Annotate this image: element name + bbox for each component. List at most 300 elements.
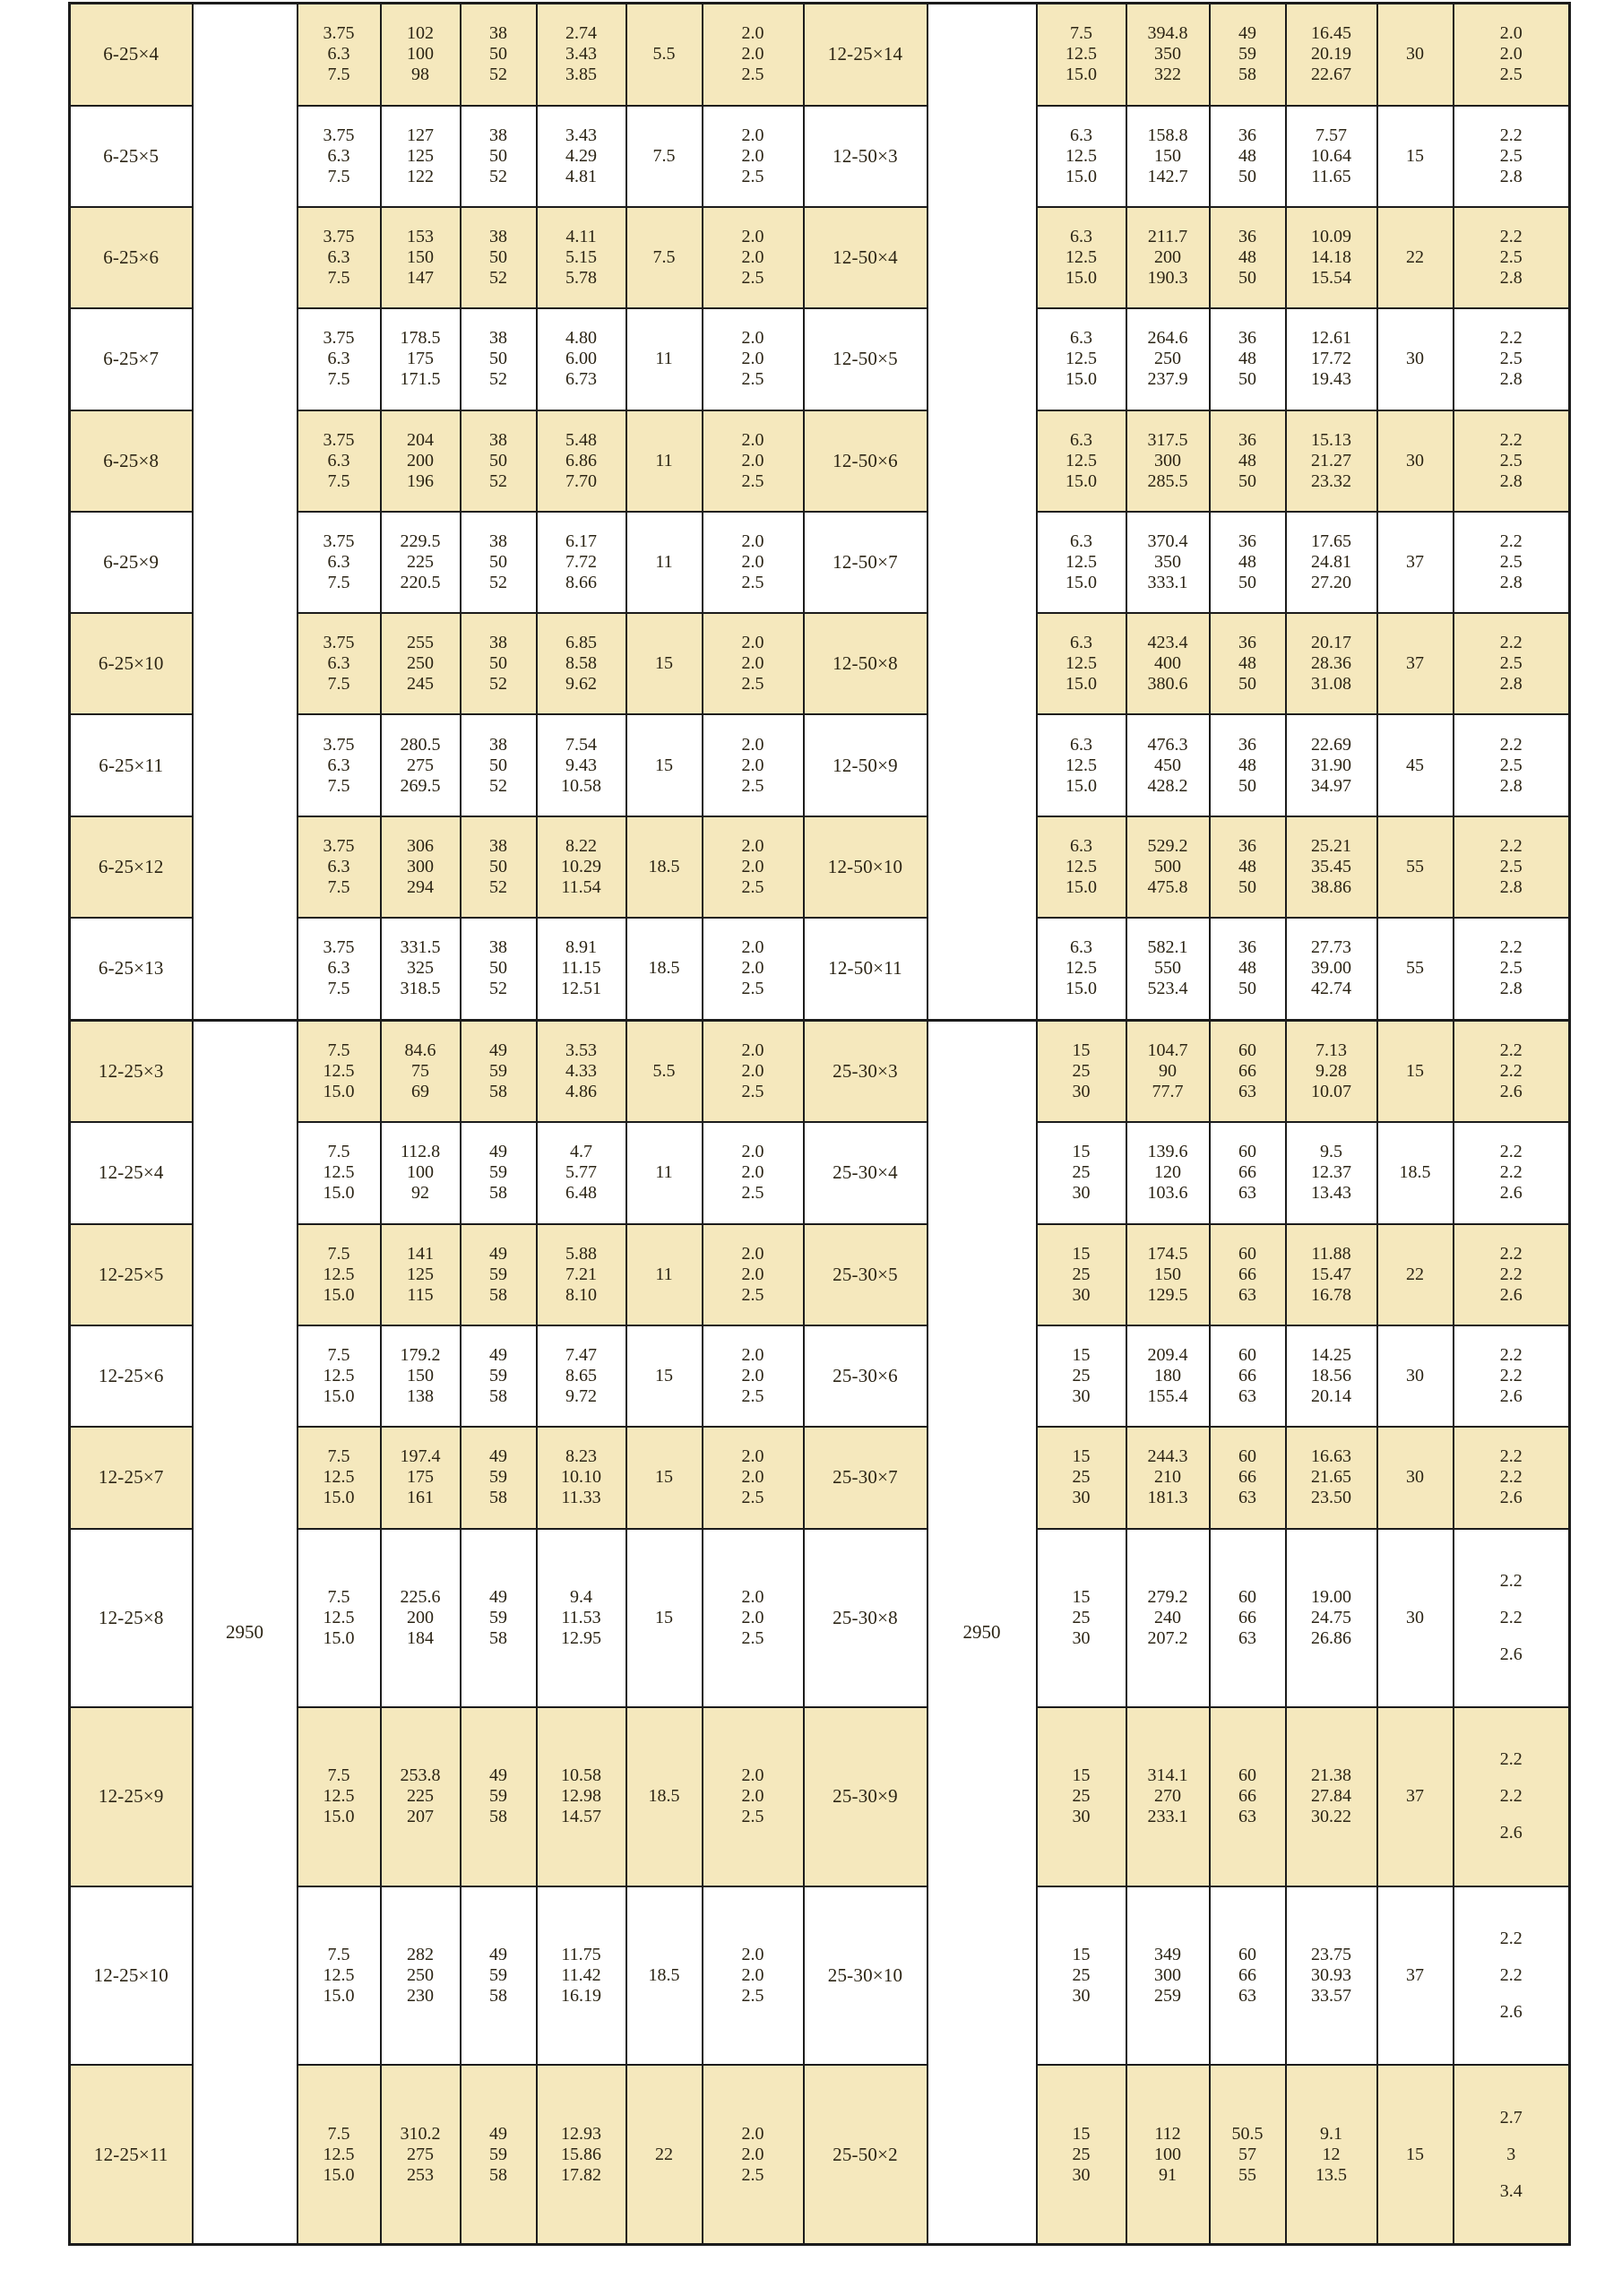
flow-cell-value: 30 <box>1072 1807 1091 1827</box>
flow-cell <box>1037 512 1126 613</box>
npsh-value: 2.2 <box>1499 835 1523 856</box>
npsh-value: 2.0 <box>741 1607 764 1627</box>
head-cell-value: 279.2 <box>1147 1586 1188 1607</box>
model-cell <box>804 308 927 410</box>
efficiency-cell-value: 58 <box>489 1488 507 1508</box>
efficiency-cell-value: 49 <box>489 1040 507 1061</box>
head-cell-value: 147 <box>407 268 434 289</box>
npsh-cell <box>703 308 804 410</box>
efficiency-cell-value: 36 <box>1238 429 1256 450</box>
power-cell-value: 8.58 <box>565 653 597 674</box>
npsh-value: 2.0 <box>741 1040 764 1061</box>
npsh-cell <box>703 1020 804 1122</box>
motor-power-value: 15 <box>655 653 673 674</box>
flow-cell-value: 12.5 <box>323 1964 355 1985</box>
head-cell <box>381 410 461 512</box>
flow-cell-value: 30 <box>1072 1386 1091 1407</box>
flow-cell-value: 12.5 <box>1066 552 1097 573</box>
power-cell-value: 12.51 <box>561 979 601 999</box>
npsh-cell <box>1454 918 1570 1020</box>
model-label: 6-25×7 <box>103 348 160 370</box>
npsh-value: 2.5 <box>741 1985 764 2006</box>
head-cell-value: 255 <box>407 633 434 653</box>
efficiency-cell-value: 63 <box>1238 1386 1256 1407</box>
power-cell-value: 15.47 <box>1311 1264 1351 1284</box>
npsh-value: 2.0 <box>741 653 764 674</box>
flow-cell <box>1037 2065 1126 2244</box>
power-cell-value: 7.57 <box>1316 125 1347 145</box>
flow-cell-value: 12.5 <box>323 1366 355 1386</box>
head-cell-value: 325 <box>407 958 434 979</box>
flow-cell-value: 3.75 <box>323 633 355 653</box>
npsh-value: 2.2 <box>1499 1345 1523 1366</box>
flow-cell <box>298 1325 381 1427</box>
power-cell <box>537 1325 626 1427</box>
motor-power-value: 11 <box>655 552 673 573</box>
speed-cell <box>193 1020 298 2244</box>
head-cell-value: 210 <box>1154 1467 1181 1488</box>
npsh-value: 2.0 <box>741 1446 764 1467</box>
model-label: 12-50×7 <box>833 551 898 574</box>
head-cell-value: 90 <box>1159 1061 1177 1082</box>
efficiency-cell-value: 50 <box>489 247 507 268</box>
efficiency-cell-value: 36 <box>1238 633 1256 653</box>
motor-power-cell <box>1377 1325 1454 1427</box>
flow-cell-value: 3.75 <box>323 734 355 755</box>
npsh-value: 2.2 <box>1499 1264 1523 1284</box>
model-cell <box>804 816 927 918</box>
flow-cell-value: 15.0 <box>323 2164 355 2185</box>
head-cell-value: 196 <box>407 470 434 491</box>
motor-power-value: 18.5 <box>1399 1162 1431 1183</box>
head-cell-value: 200 <box>407 1607 434 1627</box>
motor-power-cell <box>626 207 703 308</box>
flow-cell-value: 15 <box>1072 1142 1091 1162</box>
head-cell-value: 300 <box>1154 1964 1181 1985</box>
flow-cell-value: 7.5 <box>327 2123 350 2144</box>
npsh-value: 2.0 <box>741 328 764 349</box>
efficiency-cell <box>461 4 537 106</box>
npsh-cell <box>703 918 804 1020</box>
power-cell-value: 22.69 <box>1311 734 1351 755</box>
flow-cell-value: 6.3 <box>1070 429 1092 450</box>
efficiency-cell <box>1210 613 1286 714</box>
flow-cell-value: 6.3 <box>1070 125 1092 145</box>
model-label: 12-50×3 <box>833 144 898 167</box>
efficiency-cell-value: 59 <box>489 1366 507 1386</box>
motor-power-cell <box>1377 4 1454 106</box>
power-cell-value: 23.32 <box>1311 470 1351 491</box>
npsh-value: 2.6 <box>1499 1183 1523 1204</box>
npsh-value: 2.8 <box>1499 470 1523 491</box>
npsh-value: 2.2 <box>1499 1366 1523 1386</box>
head-cell-value: 523.4 <box>1147 979 1188 999</box>
power-cell <box>1286 512 1377 613</box>
npsh-value: 2.8 <box>1499 876 1523 897</box>
efficiency-cell <box>1210 106 1286 207</box>
power-cell-value: 30.93 <box>1311 1964 1351 1985</box>
head-cell-value: 306 <box>407 835 434 856</box>
efficiency-cell <box>461 714 537 816</box>
npsh-cell <box>1454 1325 1570 1427</box>
speed-value: 2950 <box>962 1620 1001 1643</box>
speed-cell-blank <box>193 4 298 1021</box>
power-cell <box>1286 1122 1377 1223</box>
head-cell-value: 197.4 <box>400 1446 441 1467</box>
flow-cell-value: 15.0 <box>1066 674 1097 695</box>
npsh-value: 2.2 <box>1499 328 1523 349</box>
npsh-value: 3 <box>1506 2144 1516 2164</box>
flow-cell <box>1037 1427 1126 1528</box>
npsh-value: 2.0 <box>741 1467 764 1488</box>
motor-power-cell <box>1377 714 1454 816</box>
head-cell-value: 184 <box>407 1627 434 1648</box>
head-cell <box>1126 1122 1210 1223</box>
power-cell-value: 24.75 <box>1311 1607 1351 1627</box>
efficiency-cell-value: 58 <box>489 1386 507 1407</box>
efficiency-cell-value: 36 <box>1238 937 1256 958</box>
efficiency-cell-value: 38 <box>489 125 507 145</box>
npsh-value: 2.0 <box>741 2123 764 2144</box>
efficiency-cell-value: 48 <box>1238 755 1256 775</box>
power-cell <box>537 4 626 106</box>
flow-cell-value: 3.75 <box>323 125 355 145</box>
motor-power-cell <box>626 1224 703 1325</box>
flow-cell-value: 15.0 <box>1066 470 1097 491</box>
power-cell-value: 34.97 <box>1311 775 1351 796</box>
power-cell <box>1286 613 1377 714</box>
power-cell-value: 15.86 <box>561 2144 601 2164</box>
power-cell-value: 33.57 <box>1311 1985 1351 2006</box>
flow-cell <box>1037 207 1126 308</box>
efficiency-cell <box>461 1707 537 1886</box>
efficiency-cell-value: 63 <box>1238 1284 1256 1305</box>
efficiency-cell-value: 52 <box>489 268 507 289</box>
efficiency-cell <box>1210 1886 1286 2066</box>
npsh-value: 2.2 <box>1499 1964 1523 1985</box>
flow-cell-value: 6.3 <box>327 145 350 166</box>
flow-cell <box>1037 1020 1126 1122</box>
power-cell-value: 8.65 <box>565 1366 597 1386</box>
efficiency-cell-value: 60 <box>1238 1243 1256 1264</box>
flow-cell-value: 7.5 <box>327 1765 350 1786</box>
efficiency-cell-value: 38 <box>489 734 507 755</box>
efficiency-cell-value: 48 <box>1238 552 1256 573</box>
power-cell-value: 14.18 <box>1311 247 1351 268</box>
power-cell-value: 14.57 <box>561 1807 601 1827</box>
flow-cell <box>298 918 381 1020</box>
npsh-value: 2.5 <box>741 2164 764 2185</box>
power-cell-value: 6.86 <box>565 450 597 470</box>
power-cell-value: 10.29 <box>561 856 601 876</box>
motor-power-value: 11 <box>655 1162 673 1183</box>
head-cell-value: 174.5 <box>1147 1243 1188 1264</box>
power-cell <box>1286 1020 1377 1122</box>
npsh-value: 2.0 <box>741 145 764 166</box>
head-cell-value: 138 <box>407 1386 434 1407</box>
motor-power-value: 37 <box>1406 552 1424 573</box>
head-cell-value: 300 <box>407 856 434 876</box>
power-cell-value: 27.20 <box>1311 573 1351 593</box>
flow-cell-value: 15.0 <box>323 1627 355 1648</box>
efficiency-cell-value: 52 <box>489 775 507 796</box>
npsh-cell <box>703 816 804 918</box>
efficiency-cell-value: 63 <box>1238 1985 1256 2006</box>
efficiency-cell-value: 36 <box>1238 125 1256 145</box>
head-cell-value: 259 <box>1154 1985 1181 2006</box>
motor-power-cell <box>1377 2065 1454 2244</box>
model-label: 12-25×3 <box>98 1060 164 1083</box>
npsh-value: 2.5 <box>741 268 764 289</box>
head-cell-value: 244.3 <box>1147 1446 1188 1467</box>
flow-cell-value: 7.5 <box>327 979 350 999</box>
power-cell-value: 8.23 <box>565 1446 597 1467</box>
power-cell-value: 3.85 <box>565 65 597 85</box>
npsh-value: 2.2 <box>1499 1446 1523 1467</box>
power-cell-value: 3.43 <box>565 44 597 65</box>
npsh-value: 2.0 <box>741 1264 764 1284</box>
efficiency-cell-value: 59 <box>1238 44 1256 65</box>
motor-power-cell <box>1377 816 1454 918</box>
npsh-value: 2.0 <box>741 856 764 876</box>
power-cell-value: 12.61 <box>1311 328 1351 349</box>
power-cell-value: 23.50 <box>1311 1488 1351 1508</box>
npsh-value: 2.5 <box>1499 755 1523 775</box>
npsh-value: 2.0 <box>741 531 764 552</box>
power-cell-value: 7.70 <box>565 470 597 491</box>
npsh-cell <box>1454 1122 1570 1223</box>
npsh-cell <box>1454 207 1570 308</box>
model-label: 6-25×11 <box>99 754 164 776</box>
flow-cell-value: 15.0 <box>1066 573 1097 593</box>
npsh-value: 2.0 <box>1499 23 1523 44</box>
power-cell-value: 16.78 <box>1311 1284 1351 1305</box>
power-cell-value: 20.17 <box>1311 633 1351 653</box>
flow-cell <box>1037 1886 1126 2066</box>
efficiency-cell-value: 59 <box>489 1964 507 1985</box>
flow-cell-value: 6.3 <box>327 653 350 674</box>
motor-power-value: 18.5 <box>648 958 680 979</box>
npsh-value: 2.0 <box>741 227 764 247</box>
efficiency-cell-value: 52 <box>489 369 507 390</box>
efficiency-cell-value: 55 <box>1238 2164 1256 2185</box>
head-cell-value: 450 <box>1154 755 1181 775</box>
model-label: 6-25×6 <box>103 246 160 269</box>
motor-power-value: 30 <box>1406 44 1424 65</box>
flow-cell-value: 6.3 <box>1070 531 1092 552</box>
motor-power-value: 11 <box>655 450 673 470</box>
head-cell-value: 240 <box>1154 1607 1181 1627</box>
efficiency-cell <box>461 207 537 308</box>
model-label: 25-30×3 <box>833 1060 898 1083</box>
power-cell-value: 39.00 <box>1311 958 1351 979</box>
npsh-value: 2.7 <box>1499 2107 1523 2128</box>
efficiency-cell-value: 52 <box>489 876 507 897</box>
flow-cell <box>298 1427 381 1528</box>
flow-cell-value: 15.0 <box>323 1488 355 1508</box>
model-cell <box>70 714 193 816</box>
efficiency-cell <box>1210 4 1286 106</box>
model-cell <box>804 1325 927 1427</box>
head-cell-value: 112.8 <box>400 1142 441 1162</box>
npsh-value: 2.5 <box>1499 349 1523 369</box>
motor-power-cell <box>626 1325 703 1427</box>
npsh-cell <box>703 512 804 613</box>
efficiency-cell-value: 50 <box>489 552 507 573</box>
power-cell-value: 11.54 <box>561 876 601 897</box>
npsh-value: 2.2 <box>1499 1467 1523 1488</box>
head-cell-value: 253 <box>407 2164 434 2185</box>
power-cell-value: 23.75 <box>1311 1944 1351 1964</box>
model-cell <box>70 410 193 512</box>
efficiency-cell-value: 66 <box>1238 1607 1256 1627</box>
power-cell <box>1286 1325 1377 1427</box>
efficiency-cell <box>1210 918 1286 1020</box>
head-cell-value: 350 <box>1154 44 1181 65</box>
flow-cell <box>298 1529 381 1708</box>
power-cell-value: 18.56 <box>1311 1366 1351 1386</box>
npsh-value: 2.5 <box>741 1183 764 1204</box>
head-cell <box>1126 816 1210 918</box>
model-cell <box>804 1886 927 2066</box>
head-cell <box>1126 613 1210 714</box>
npsh-value: 2.0 <box>741 1061 764 1082</box>
npsh-value: 2.2 <box>1499 1061 1523 1082</box>
efficiency-cell <box>461 1886 537 2066</box>
efficiency-cell <box>1210 1020 1286 1122</box>
head-cell-value: 230 <box>407 1985 434 2006</box>
motor-power-cell <box>1377 1224 1454 1325</box>
npsh-value: 2.0 <box>741 1586 764 1607</box>
head-cell-value: 92 <box>411 1183 429 1204</box>
npsh-cell <box>1454 816 1570 918</box>
efficiency-cell <box>461 1325 537 1427</box>
npsh-value: 2.0 <box>741 1366 764 1386</box>
model-cell <box>70 816 193 918</box>
efficiency-cell-value: 58 <box>489 1807 507 1827</box>
motor-power-value: 15 <box>655 1366 673 1386</box>
head-cell-value: 269.5 <box>400 775 441 796</box>
efficiency-cell-value: 38 <box>489 328 507 349</box>
motor-power-value: 5.5 <box>652 1061 676 1082</box>
model-label: 12-50×5 <box>833 348 898 370</box>
head-cell-value: 122 <box>407 166 434 186</box>
npsh-value: 2.2 <box>1499 633 1523 653</box>
flow-cell-value: 15.0 <box>323 1082 355 1102</box>
efficiency-cell <box>1210 1427 1286 1528</box>
flow-cell-value: 7.5 <box>327 268 350 289</box>
motor-power-value: 55 <box>1406 958 1424 979</box>
head-cell-value: 150 <box>407 1366 434 1386</box>
flow-cell-value: 12.5 <box>323 1467 355 1488</box>
efficiency-cell-value: 49 <box>489 2123 507 2144</box>
model-label: 6-25×13 <box>98 957 164 980</box>
flow-cell <box>298 106 381 207</box>
head-cell-value: 178.5 <box>400 328 441 349</box>
efficiency-cell-value: 66 <box>1238 1964 1256 1985</box>
motor-power-value: 55 <box>1406 856 1424 876</box>
flow-cell-value: 12.5 <box>1066 247 1097 268</box>
head-cell-value: 129.5 <box>1147 1284 1188 1305</box>
model-cell <box>70 1020 193 1122</box>
flow-cell-value: 12.5 <box>1066 958 1097 979</box>
efficiency-cell-value: 38 <box>489 937 507 958</box>
motor-power-value: 18.5 <box>648 1964 680 1985</box>
head-cell-value: 200 <box>1154 247 1181 268</box>
motor-power-cell <box>626 816 703 918</box>
power-cell-value: 8.91 <box>565 937 597 958</box>
motor-power-cell <box>1377 106 1454 207</box>
head-cell-value: 331.5 <box>400 937 441 958</box>
head-cell <box>381 106 461 207</box>
power-cell <box>1286 207 1377 308</box>
efficiency-cell-value: 66 <box>1238 1162 1256 1183</box>
head-cell <box>381 1325 461 1427</box>
head-cell-value: 181.3 <box>1147 1488 1188 1508</box>
power-cell <box>537 714 626 816</box>
npsh-cell <box>1454 714 1570 816</box>
npsh-value: 2.6 <box>1499 1644 1523 1664</box>
efficiency-cell-value: 49 <box>489 1944 507 1964</box>
flow-cell-value: 12.5 <box>1066 450 1097 470</box>
npsh-value: 2.5 <box>741 1488 764 1508</box>
efficiency-cell <box>461 512 537 613</box>
head-cell-value: 75 <box>411 1061 429 1082</box>
efficiency-cell <box>1210 1224 1286 1325</box>
power-cell-value: 15.54 <box>1311 268 1351 289</box>
efficiency-cell-value: 59 <box>489 1467 507 1488</box>
head-cell-value: 155.4 <box>1147 1386 1188 1407</box>
model-label: 25-30×10 <box>827 1964 903 1986</box>
head-cell-value: 150 <box>407 247 434 268</box>
flow-cell-value: 15 <box>1072 2123 1091 2144</box>
npsh-value: 2.0 <box>741 734 764 755</box>
motor-power-value: 45 <box>1406 755 1424 775</box>
flow-cell-value: 6.3 <box>1070 227 1092 247</box>
head-cell-value: 250 <box>407 1964 434 1985</box>
efficiency-cell-value: 48 <box>1238 145 1256 166</box>
power-cell-value: 30.22 <box>1311 1807 1351 1827</box>
head-cell-value: 529.2 <box>1147 835 1188 856</box>
flow-cell-value: 12.5 <box>323 2144 355 2164</box>
power-cell-value: 35.45 <box>1311 856 1351 876</box>
power-cell-value: 17.65 <box>1311 531 1351 552</box>
model-cell <box>804 1707 927 1886</box>
head-cell <box>381 512 461 613</box>
efficiency-cell-value: 36 <box>1238 227 1256 247</box>
motor-power-cell <box>626 410 703 512</box>
model-cell <box>70 4 193 106</box>
head-cell <box>1126 1427 1210 1528</box>
power-cell-value: 20.14 <box>1311 1386 1351 1407</box>
motor-power-value: 11 <box>655 349 673 369</box>
npsh-cell <box>703 106 804 207</box>
model-cell <box>804 918 927 1020</box>
head-cell <box>1126 512 1210 613</box>
efficiency-cell <box>1210 714 1286 816</box>
npsh-value: 2.0 <box>741 1142 764 1162</box>
npsh-value: 2.2 <box>1499 1928 1523 1948</box>
head-cell-value: 282 <box>407 1944 434 1964</box>
head-cell-value: 102 <box>407 23 434 44</box>
flow-cell-value: 15.0 <box>323 1183 355 1204</box>
motor-power-cell <box>626 2065 703 2244</box>
flow-cell <box>298 512 381 613</box>
npsh-value: 2.0 <box>741 1162 764 1183</box>
flow-cell-value: 6.3 <box>327 552 350 573</box>
efficiency-cell-value: 66 <box>1238 1467 1256 1488</box>
efficiency-cell <box>461 1020 537 1122</box>
